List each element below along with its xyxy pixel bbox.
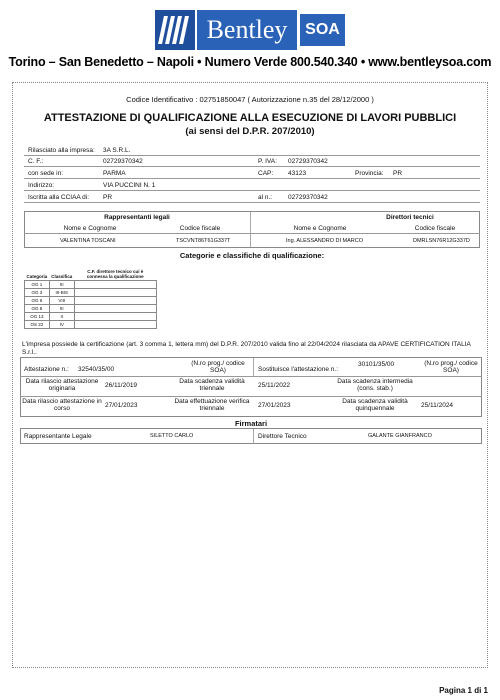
logo-soa: SOA [300,14,345,46]
table-row [25,281,157,289]
cell-categoria: OG 6 [25,297,50,305]
rappresentante-cf: TSCVNT86T61G337T [176,238,231,244]
codice-identificativo: Codice Identificativo : 02751850047 ( Autorizzazione n.35 del 28/12/2000 ) [126,95,374,104]
col-categoria: Categoria [26,274,48,279]
page-number: Pagina 1 di 1 [439,686,488,695]
rilascio-corso-value: 27/01/2023 [105,402,138,409]
scadenza-trien-value: 25/11/2022 [258,382,291,389]
cap-value: 43123 [288,170,307,177]
sede-value: PARMA [103,170,126,177]
rappresentante-value: SILETTO CARLO [150,433,194,439]
direttore-nome: Ing. ALESSANDRO DI MARCO [286,238,364,244]
table-row [25,297,157,305]
cell-categoria: OG 13 [25,313,50,321]
sostituisce-value: 30101/35/00 [358,361,395,368]
rappresentanti-title: Rappresentanti legali [104,214,170,221]
scadenza-quinq-label: Data scadenza validità quinquennale [342,398,408,412]
piva-label: P. IVA: [258,158,277,165]
cell-classifica: III [49,281,74,289]
provincia-label: Provincia: [355,170,384,177]
direttore-label: Direttore Tecnico [258,433,307,440]
sede-label: con sede in: [28,170,64,177]
att-n-label: Attestazione n.: [24,366,69,373]
att-n-value: 32540/35/00 [78,366,115,373]
al-n-value: 02729370342 [288,194,328,201]
rappresentante-nome: VALENTINA TOSCANI [60,238,116,244]
cell-cf-direttore [74,297,156,305]
cell-cf-direttore [74,289,156,297]
categorie-table [24,268,157,329]
cell-classifica: III-BIS [49,289,74,297]
cell-categoria: OG 3 [25,289,50,297]
provincia-value: PR [393,170,403,177]
table-row [25,305,157,313]
cell-categoria: OG 8 [25,305,50,313]
al-n-label: al n.: [258,194,273,201]
verifica-trien-value: 27/01/2023 [258,402,291,409]
scadenza-trien-label: Data scadenza validità triennale [179,378,245,392]
rilascio-orig-value: 26/11/2019 [105,382,138,389]
rilascio-orig-label: Data rilascio attestazione originaria [25,378,99,392]
nro-prog-label-2: (N.ro prog./ codice SOA) [424,360,478,374]
cell-categoria: OG 1 [25,281,50,289]
categorie-title: Categorie e classifiche di qualificazione: [179,251,325,260]
cell-classifica: II [49,313,74,321]
verifica-trien-label: Data effettuazione verifica triennale [174,398,250,412]
rappresentanti-col-nome: Nome e Cognome [63,225,117,232]
cell-categoria: OS 22 [25,321,50,329]
piva-value: 02729370342 [288,158,328,165]
cell-classifica: III [49,305,74,313]
direttori-col-cf: Codice fiscale [414,225,456,232]
page-title: ATTESTAZIONE DI QUALIFICAZIONE ALLA ESECUZIONE DI LAVORI PUBBLICI [43,112,457,124]
cciaa-label: Iscritta alla CCIAA di: [28,194,90,201]
cell-cf-direttore [74,321,156,329]
table-row [25,289,157,297]
cell-cf-direttore [74,313,156,321]
col-cf-direttore: C.F. direttore tecnico cui è connessa la qualificazione [86,269,144,279]
cf-value: 02729370342 [103,158,143,165]
cell-classifica: VIII [49,297,74,305]
header [0,6,500,52]
cell-cf-direttore [74,281,156,289]
indirizzo-value: VIA PUCCINI N. 1 [103,182,156,189]
cf-label: C. F.: [28,158,44,165]
rilascio-corso-label: Data rilascio attestazione in corso [22,398,102,412]
bentley-soa-logo [155,10,345,50]
table-row [25,313,157,321]
direttore-cf: DMRLSN76R12G337D [413,238,470,244]
cap-label: CAP: [258,170,274,177]
rilasciato-value: 3A S.R.L. [103,147,131,154]
rappresentante-label: Rappresentante Legale [24,433,92,440]
logo-name: Bentley [197,10,297,50]
scadenza-quinq-value: 25/11/2024 [421,402,454,409]
direttori-title: Direttori tecnici [386,214,434,221]
table-row [25,321,157,329]
indirizzo-label: Indirizzo: [28,182,55,189]
direttori-col-nome: Nome e Cognome [293,225,347,232]
cell-cf-direttore [74,305,156,313]
scadenza-interm-label: Data scadenza intermedia (cons. stab.) [337,378,413,392]
certificazione-text: L'impresa possiede la certificazione (art. 3 comma 1, lettera mm) del D.P.R. 207/2010 valida fino al 22/04/2024 rilasciata da APAVE CERTIFICATION ITALIA S.r.l.. [22,341,471,356]
col-classifica: Classifica [51,274,73,279]
nro-prog-label: (N.ro prog./ codice SOA) [191,360,245,374]
page-subtitle: (ai sensi del D.P.R. 207/2010) [185,126,315,137]
cciaa-value: PR [103,194,113,201]
rappresentanti-col-cf: Codice fiscale [179,225,221,232]
rilasciato-label: Rilasciato alla impresa: [28,147,95,154]
firmatari-title: Firmatari [234,419,268,428]
contact-line: Torino – San Benedetto – Napoli • Numero Verde 800.540.340 • www.bentleysoa.com [8,55,492,69]
logo-icon [155,10,195,50]
sostituisce-label: Sostituisce l'attestazione n.: [258,366,339,373]
cell-classifica: IV [49,321,74,329]
direttore-value: GALANTE GIANFRANCO [368,433,432,439]
